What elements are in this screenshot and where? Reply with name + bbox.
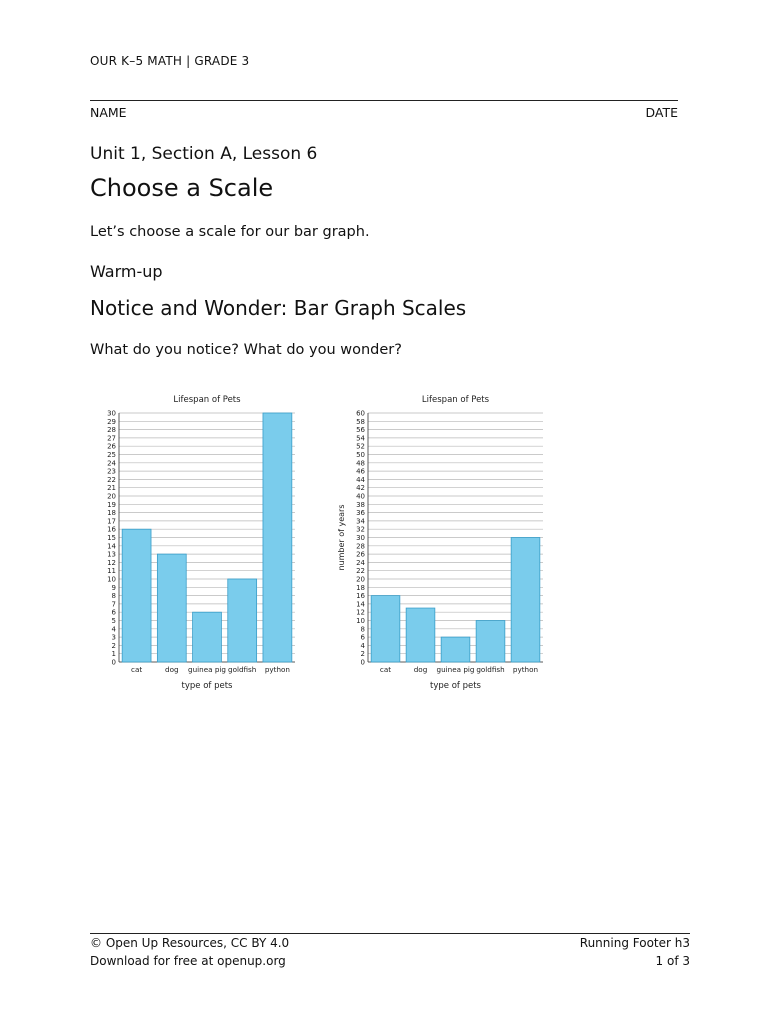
header-rule (90, 100, 678, 101)
y-tick-label: 58 (356, 417, 365, 426)
page-title: Choose a Scale (90, 174, 274, 202)
y-tick-label: 34 (356, 517, 365, 526)
y-tick-label: 5 (111, 617, 116, 625)
y-tick-label: 36 (356, 509, 365, 518)
y-tick-label: 2 (111, 641, 116, 650)
bar-goldfish (476, 621, 505, 663)
y-tick-label: 25 (107, 451, 116, 459)
y-tick-label: 20 (356, 575, 365, 584)
lesson-unit-line: Unit 1, Section A, Lesson 6 (90, 144, 318, 164)
x-axis-label: type of pets (430, 681, 481, 691)
y-tick-label: 40 (356, 492, 365, 501)
y-tick-label: 52 (356, 442, 365, 451)
chart-title: Lifespan of Pets (421, 395, 490, 405)
bar-guinea-pig (441, 637, 470, 662)
y-tick-label: 7 (111, 600, 116, 609)
y-tick-label: 28 (356, 542, 365, 551)
y-tick-label: 8 (360, 625, 365, 634)
y-tick-label: 27 (107, 434, 116, 443)
y-tick-label: 13 (107, 550, 116, 559)
footer-running-title: Running Footer h3 (579, 936, 690, 950)
y-tick-label: 23 (107, 467, 116, 476)
activity-prompt: What do you notice? What do you wonder? (90, 342, 402, 358)
y-tick-label: 26 (356, 550, 365, 559)
lesson-intro: Let’s choose a scale for our bar graph. (90, 224, 370, 240)
y-tick-label: 29 (107, 417, 116, 426)
y-tick-label: 1 (111, 650, 116, 659)
y-tick-label: 17 (107, 517, 116, 526)
y-tick-label: 30 (107, 409, 116, 418)
y-tick-label: 24 (356, 558, 365, 567)
y-tick-label: 12 (356, 608, 365, 617)
y-tick-label: 22 (356, 567, 365, 576)
y-axis-label: number of years (337, 504, 346, 571)
y-tick-label: 10 (107, 575, 116, 584)
bar-dog (157, 554, 186, 662)
y-tick-label: 2 (360, 650, 365, 659)
y-tick-label: 38 (356, 500, 365, 509)
y-tick-label: 6 (360, 633, 365, 642)
bar-python (511, 538, 540, 663)
y-tick-label: 19 (107, 500, 116, 509)
y-tick-label: 11 (107, 567, 116, 576)
y-tick-label: 16 (356, 592, 365, 601)
y-tick-label: 10 (356, 617, 365, 625)
y-tick-label: 12 (107, 558, 116, 567)
x-tick-label: dog (165, 665, 179, 674)
bar-chart-scale-2 (330, 388, 555, 696)
y-tick-label: 60 (356, 409, 365, 418)
section-heading: Warm-up (90, 262, 163, 281)
y-tick-label: 32 (356, 525, 365, 534)
name-label: NAME (90, 105, 127, 120)
y-tick-label: 4 (111, 625, 116, 634)
y-tick-label: 20 (107, 492, 116, 501)
activity-title: Notice and Wonder: Bar Graph Scales (90, 296, 467, 320)
y-tick-label: 50 (356, 451, 365, 459)
x-tick-label: python (512, 665, 539, 674)
y-tick-label: 14 (356, 600, 365, 609)
y-tick-label: 42 (356, 484, 365, 493)
y-tick-label: 28 (107, 426, 116, 435)
y-tick-label: 26 (107, 442, 116, 451)
x-tick-label: goldfish (228, 665, 257, 674)
bar-cat (371, 596, 400, 662)
footer-page-number: 1 of 3 (655, 954, 690, 968)
x-tick-label: goldfish (476, 665, 505, 674)
y-tick-label: 3 (111, 633, 116, 642)
y-tick-label: 4 (360, 641, 365, 650)
x-tick-label: python (264, 665, 290, 674)
y-tick-label: 30 (356, 534, 365, 542)
y-tick-label: 9 (111, 583, 116, 592)
y-tick-label: 46 (356, 467, 365, 476)
x-tick-label: guinea pig (188, 665, 226, 674)
y-tick-label: 18 (107, 509, 116, 518)
y-tick-label: 18 (356, 583, 365, 592)
bar-goldfish (228, 579, 257, 662)
chart-title: Lifespan of Pets (173, 395, 241, 405)
y-tick-label: 54 (356, 434, 365, 443)
y-tick-label: 15 (107, 534, 116, 542)
bar-dog (406, 608, 435, 662)
bar-cat (122, 529, 151, 662)
x-tick-label: cat (379, 665, 392, 674)
footer-download: Download for free at openup.org (90, 954, 286, 968)
y-tick-label: 48 (356, 459, 365, 468)
course-header: OUR K–5 MATH | GRADE 3 (90, 54, 250, 68)
y-tick-label: 44 (356, 475, 365, 484)
x-tick-label: dog (413, 665, 428, 674)
y-tick-label: 22 (107, 475, 116, 484)
y-tick-label: 0 (111, 658, 116, 667)
bar-python (263, 413, 292, 662)
y-tick-label: 24 (107, 459, 116, 468)
x-axis-label: type of pets (181, 681, 233, 691)
y-tick-label: 0 (360, 658, 365, 667)
y-tick-label: 14 (107, 542, 116, 551)
footer-license: © Open Up Resources, CC BY 4.0 (90, 936, 290, 950)
y-tick-label: 56 (356, 426, 365, 435)
y-tick-label: 8 (111, 592, 116, 601)
footer-rule (90, 933, 690, 934)
y-tick-label: 16 (107, 525, 116, 534)
x-tick-label: cat (131, 665, 143, 674)
date-label: DATE (645, 105, 678, 120)
x-tick-label: guinea pig (436, 665, 475, 674)
bar-chart-scale-1 (95, 388, 310, 696)
y-tick-label: 21 (107, 484, 116, 493)
bar-guinea-pig (193, 612, 222, 662)
y-tick-label: 6 (111, 608, 116, 617)
